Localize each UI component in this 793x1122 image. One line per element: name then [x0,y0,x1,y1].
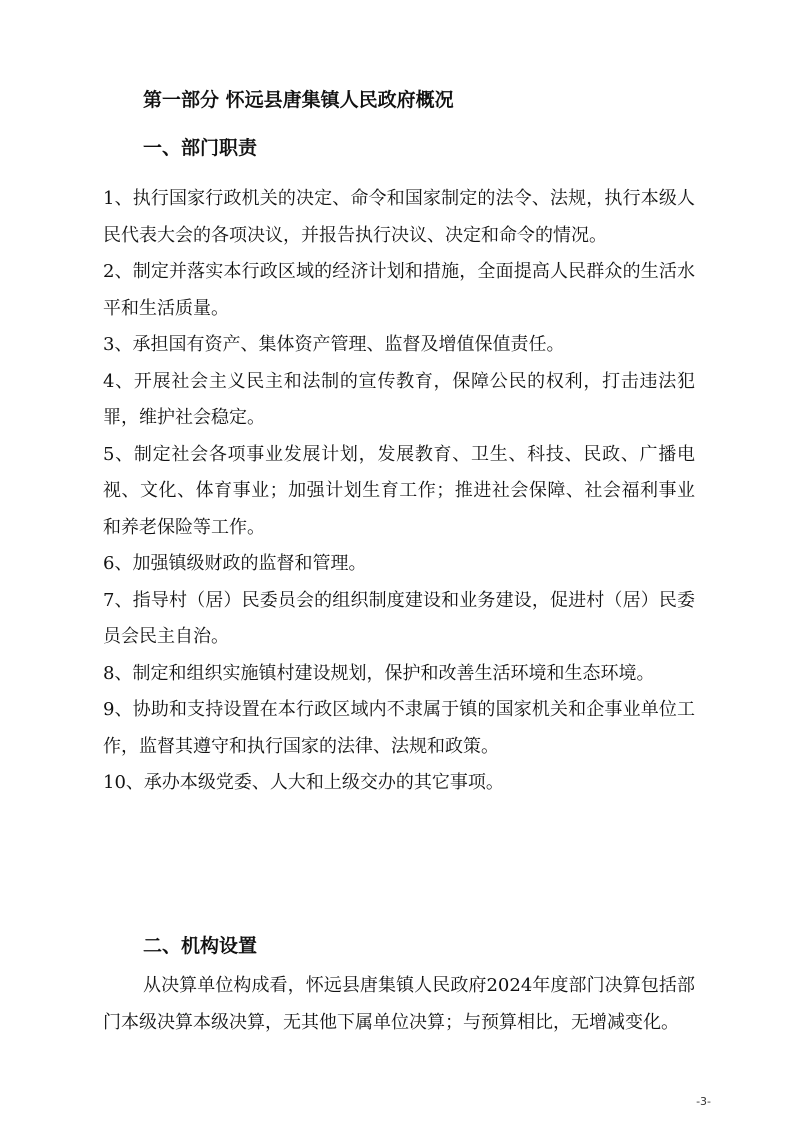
list-item: 10、承办本级党委、人大和上级交办的其它事项。 [103,772,504,793]
list-item: 9、协助和支持设置在本行政区域内不隶属于镇的国家机关和企事业单位工作，监督其遵守和执行国家的法律、法规和政策。 [103,699,695,757]
organization-paragraph: 从决算单位构成看，怀远县唐集镇人民政府2024年度部门决算包括部门本级决算本级决算，无其他下属单位决算；与预算相比，无增减变化。 [103,975,695,1033]
section-title-responsibilities: 一、部门职责 [143,137,258,159]
part-title: 第一部分 怀远县唐集镇人民政府概况 [143,89,454,111]
page-number: -3- [696,1095,711,1108]
list-item: 3、承担国有资产、集体资产管理、监督及增值保值责任。 [103,334,565,355]
list-item: 2、制定并落实本行政区域的经济计划和措施，全面提高人民群众的生活水平和生活质量。 [103,261,695,319]
list-item: 4、开展社会主义民主和法制的宣传教育，保障公民的权利，打击违法犯罪，维护社会稳定。 [103,370,695,428]
section-title-organization: 二、机构设置 [143,935,258,957]
responsibilities-list [103,181,695,802]
list-item: 7、指导村（居）民委员会的组织制度建设和业务建设，促进村（居）民委员会民主自治。 [103,589,695,647]
list-item: 8、制定和组织实施镇村建设规划，保护和改善生活环境和生态环境。 [103,662,655,684]
list-item: 6、加强镇级财政的监督和管理。 [103,553,367,574]
list-item: 1、执行国家行政机关的决定、命令和国家制定的法令、法规，执行本级人民代表大会的各项决议，并报告执行决议、决定和命令的情况。 [103,188,695,246]
list-item: 5、制定社会各项事业发展计划，发展教育、卫生、科技、民政、广播电视、文化、体育事业；加强计划生育工作；推进社会保障、社会福利事业和养老保险等工作。 [103,443,695,538]
